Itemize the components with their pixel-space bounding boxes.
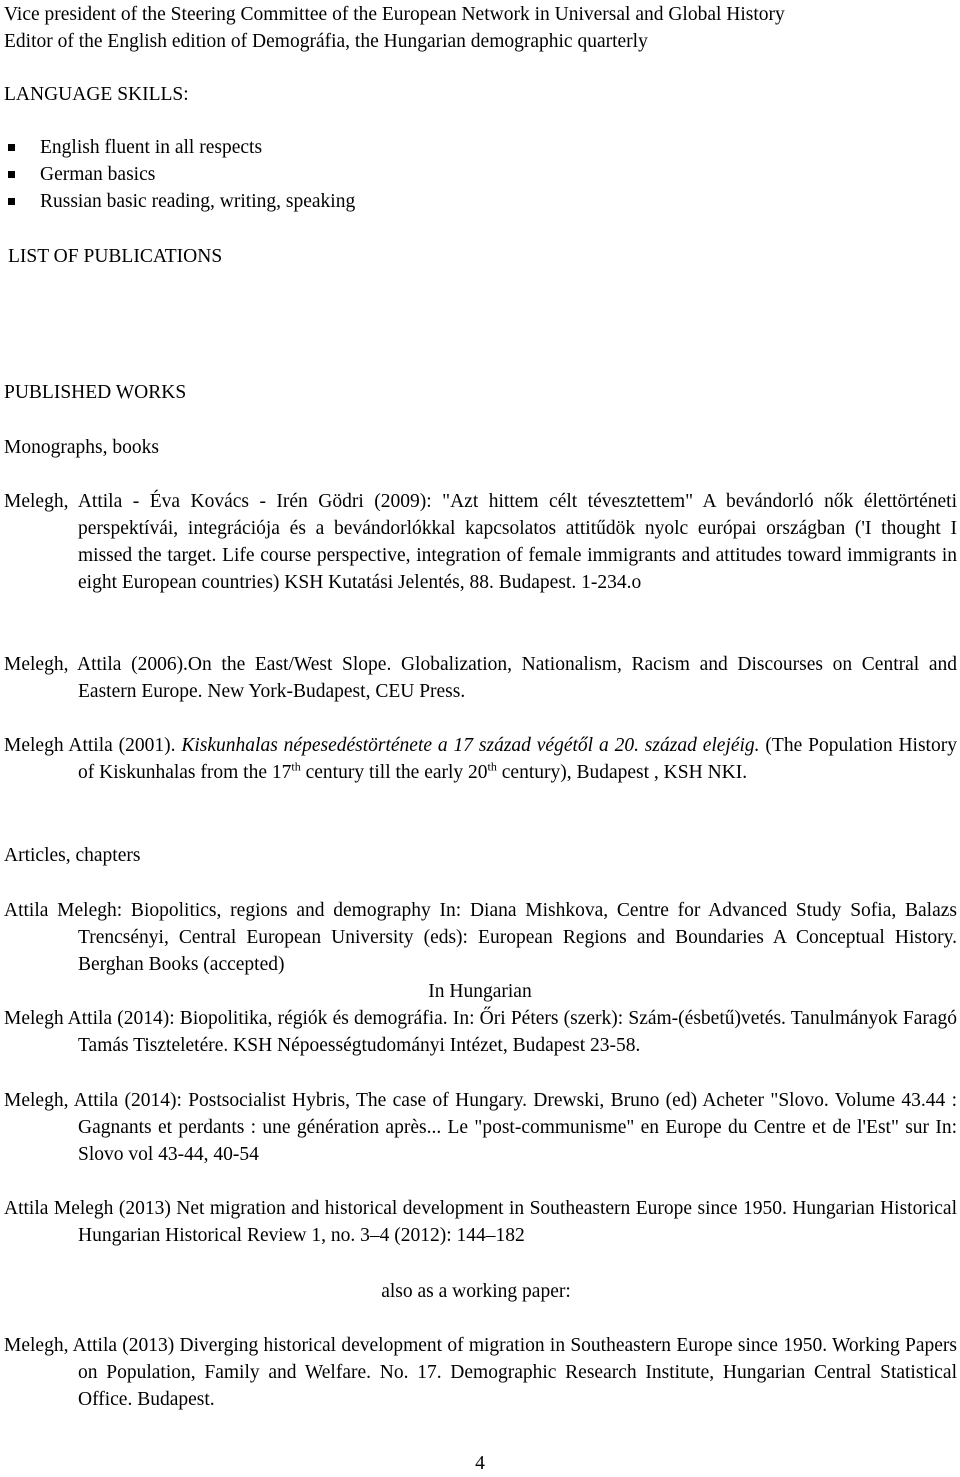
entry-rest: century), Budapest , KSH NKI.: [496, 762, 748, 783]
publication-entry-diverging: [4, 1332, 957, 1413]
publication-entry-biopolitics: [4, 897, 957, 978]
entry-rest: (The Population History of Kiskunhalas from the 17: [78, 735, 957, 783]
list-item-text: English fluent in all respects: [40, 137, 263, 158]
entry-author: Melegh Attila (2001).: [4, 735, 182, 756]
entry-text: Attila Melegh (2013) Net migration and historical development in Southeastern Europe since 1950. Hungarian Historical Hungarian Historical Review 1, no. 3–4 (2012): 144–182: [4, 1198, 957, 1246]
publication-entry-mono-2001: [4, 732, 957, 786]
working-paper-note: also as a working paper:: [381, 1281, 571, 1302]
publication-entry-mono-2006: [4, 651, 957, 705]
entry-text: Melegh, Attila (2006).On the East/West Slope. Globalization, Nationalism, Racism and Discourses on Central and Eastern Europe. New York-Budapest, CEU Press.: [4, 654, 957, 702]
entry-text: Melegh, Attila (2013) Diverging historical development of migration in Southeastern Europe since 1950. Working Papers on Population, Family and Welfare. No. 17. Demographic Research Institute, Hungarian Central Statistical Office. Budapest.: [4, 1335, 957, 1410]
publication-entry-net-migration: [4, 1195, 957, 1249]
articles-heading: Articles, chapters: [4, 845, 141, 866]
entry-text: Melegh, Attila (2014): Postsocialist Hybris, The case of Hungary. Drewski, Bruno (ed) Acheter "Slovo. Volume 43.44 : Gagnants et perdants : une génération après... Le "post-communisme" en Europe du Centre et de l'Est" sur In: Slovo vol 43-44, 40-54: [4, 1090, 957, 1165]
header-line-editor: Editor of the English edition of Demográfia, the Hungarian demographic quarterly: [4, 31, 648, 52]
monographs-heading: Monographs, books: [4, 437, 159, 458]
list-item: [4, 161, 355, 188]
superscript: th: [487, 759, 497, 774]
entry-text: Attila Melegh: Biopolitics, regions and demography In: Diana Mishkova, Centre for Advanced Study Sofia, Balazs Trencsényi, Central European University (eds): European Regions and Boundaries A Conceptual History. Berghan Books (accepted): [4, 900, 957, 975]
list-item-text: German basics: [40, 164, 156, 185]
list-item: [4, 134, 355, 161]
header-line-vice-president: Vice president of the Steering Committee of the European Network in Universal and Global History: [4, 4, 785, 25]
in-hungarian-label: In Hungarian: [428, 981, 532, 1002]
entry-title: Kiskunhalas népesedéstörténete a 17 század végétől a 20. század elejéig.: [181, 735, 760, 756]
list-item-text: Russian basic reading, writing, speaking: [40, 191, 356, 212]
publication-entry-biopolitika: [4, 1005, 957, 1059]
superscript: th: [291, 759, 301, 774]
publication-entry-mono-2009: [4, 488, 957, 596]
entry-rest: century till the early 20: [300, 762, 488, 783]
square-bullet-icon: [8, 171, 15, 178]
square-bullet-icon: [8, 198, 15, 205]
entry-text: Melegh, Attila - Éva Kovács - Irén Gödri (2009): "Azt hittem célt tévesztettem" A bevándorló nők élettörténeti perspektívái, integrációja és a bevándorlókkal kapcsolatos attitűdök nyolc európai országban ('I thought I missed the target. Life course perspective, integration of female immigrants and attitudes toward immigrants in eight European countries) KSH Kutatási Jelentés, 88. Budapest. 1-234.o: [4, 491, 957, 593]
list-of-publications-heading: LIST OF PUBLICATIONS: [8, 246, 223, 267]
page-number: 4: [475, 1453, 485, 1474]
publication-entry-postsocialist: [4, 1087, 957, 1168]
language-skills-heading: LANGUAGE SKILLS:: [4, 84, 189, 105]
language-skills-list: [4, 134, 355, 215]
list-item: [4, 188, 355, 215]
entry-text: Melegh Attila (2014): Biopolitika, régiók és demográfia. In: Őri Péters (szerk): Szám-(ésbetű)vetés. Tanulmányok Faragó Tamás Tiszteletére. KSH Népoességtudományi Intézet, Budapest 23-58.: [4, 1008, 957, 1056]
published-works-heading: PUBLISHED WORKS: [4, 382, 187, 403]
entry-text: [4, 732, 957, 786]
square-bullet-icon: [8, 144, 15, 151]
